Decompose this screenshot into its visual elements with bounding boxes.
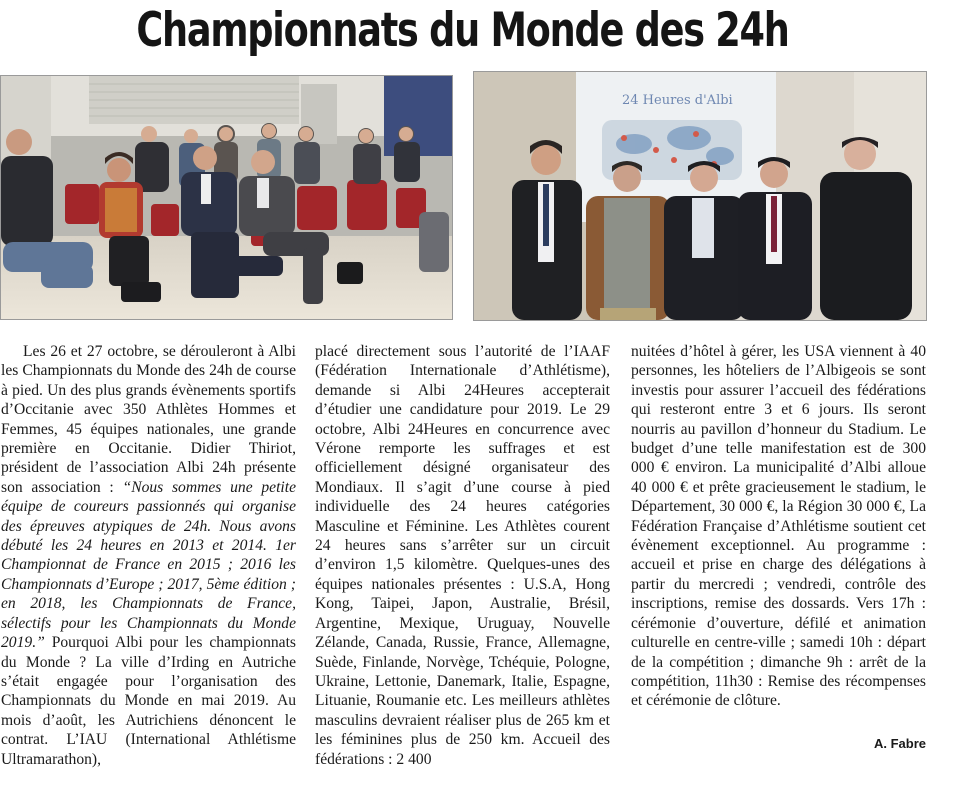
article-column-3: [631, 342, 926, 711]
quote-text: “Nous sommes une petite équipe de coureurs passionnés qui organise des épreuves atypiques de 24h. Nous avons débuté les 24 heures en 2013 et 2014. 1er Championnat de France en 2015 ; 2016 les Championnats d’Europe ; 2017, 5ème édition ; en 2018, les Championnats de France, sélectifs pour les Championnats du Monde 2019.”: [1, 478, 296, 652]
article-column-2: [315, 342, 610, 769]
byline: A. Fabre: [873, 736, 926, 751]
photo-group: [473, 71, 927, 321]
headline: Championnats du Monde des 24h: [136, 3, 789, 58]
article-column-1: [1, 342, 296, 769]
projection-text: 24 Heures d'Albi: [622, 93, 733, 108]
photo-audience: [0, 75, 453, 320]
article-paragraph: placé directement sous l’autorité de l’IAAF (Fédération Internationale d’Athlétisme), demande si Albi 24Heures accepterait d’étudier une candidature pour 2019. Le 29 octobre, Albi 24Heures en concurrence avec Vérone remporte les suffrages et est officiellement désigné organisateur des Mondiaux. Il s’agit d’une course à pied individuelle des 24 heures catégories Masculine et Féminine. Les Athlètes courent 24 heures sans s’arrêter sur un circuit d’environ 1,5 kilomètre. Quelques-unes des équipes nationales présentes : U.S.A, Hong Kong, Taipei, Japon, Australie, Brésil, Argentine, Mexique, Uruguay, Nouvelle Zélande, Canada, Russie, France, Allemagne, Suède, Finlande, Norvège, Tchéquie, Pologne, Ukraine, Lettonie, Danemark, Italie, Espagne, Lituanie, Roumanie etc. Les meilleurs athlètes masculins devraient réaliser plus de 265 km et les féminines plus de 250 km. Accueil des fédérations : 2 400: [315, 343, 610, 768]
article-paragraph: [1, 342, 296, 769]
body-text: Pourquoi Albi pour les championnats du Monde ? La ville d’Irding en Autriche s’était engagée pour l’organisation des Championnats du Monde en mai 2019. Au mois d’août, les Autrichiens dénoncent le contrat. L’IAU (International Athlétisme Ultramarathon),: [1, 634, 296, 768]
intro-text: Les 26 et 27 octobre, se dérouleront à Albi les Championnats du Monde des 24h de course à pied. Un des plus grands évènements sportifs d’Occitanie avec 350 Athlètes Hommes et Femmes, 45 équipes nationales, une grande première en Occitanie. Didier Thiriot, président de l’association Albi 24h présente son association :: [1, 343, 296, 496]
article-paragraph: nuitées d’hôtel à gérer, les USA viennent à 40 personnes, les hôteliers de l’Albigeois se sont investis pour assurer l’accueil des fédérations qui resteront entre 3 et 6 jours. Ils seront nourris au pavillon d’honneur du Stadium. Le budget d’une telle manifestation est de 300 000 € environ. La municipalité d’Albi alloue 40 000 € et prête gracieusement le stadium, le Département, 30 000 €, la Région 30 000 €, La Fédération Française d’Athlétisme soutient cet évènement exceptionnel. Au programme : accueil et prise en charge des délégations à partir du mercredi ; vendredi, contrôle des inscriptions, remise des dossards. Vers 17h : cérémonie d’ouverture, défilé et animation culturelle en centre-ville ; samedi 10h : départ de la compétition ; dimanche 9h : arrêt de la compétition, 11h30 : Remise des récompenses et cérémonie de clôture.: [631, 343, 926, 710]
